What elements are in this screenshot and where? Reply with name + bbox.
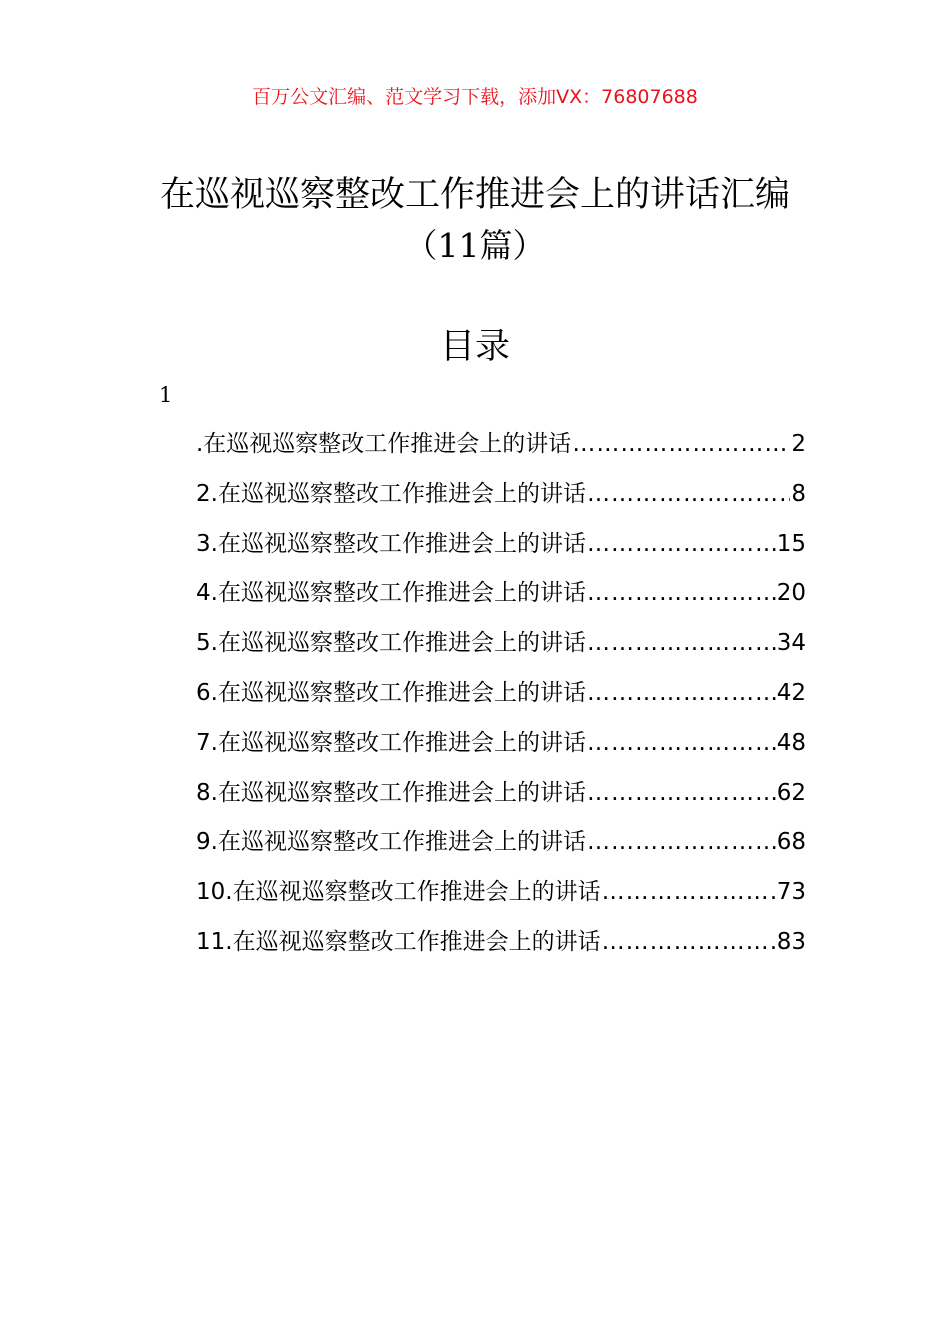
toc-leader-dots (587, 625, 776, 661)
toc-leader-dots (587, 775, 776, 811)
toc-entry-label: 4.在巡视巡察整改工作推进会上的讲话 (196, 580, 586, 607)
toc-entry-page: 2 (791, 431, 806, 457)
toc-leader-dots (587, 725, 776, 761)
toc-entry-page: 48 (776, 729, 806, 756)
toc-entry-page: 68 (776, 829, 806, 856)
toc-entry-page: 20 (776, 580, 806, 607)
toc-entry-2[interactable] (196, 476, 806, 526)
toc-entry-page: 83 (776, 928, 806, 955)
stray-number: 1 (159, 383, 173, 407)
toc-leader-dots (587, 526, 776, 562)
toc-entry-1[interactable] (196, 426, 806, 476)
document-title: 在巡视巡察整改工作推进会上的讲话汇编 (159, 175, 790, 215)
toc-entry-page: 15 (776, 530, 806, 557)
toc-leader-dots (602, 874, 776, 910)
toc-leader-dots (572, 426, 790, 462)
toc-entry-8[interactable] (196, 775, 806, 825)
toc-entry-label: 11.在巡视巡察整改工作推进会上的讲话 (196, 928, 601, 955)
toc-entry-6[interactable] (196, 675, 806, 725)
toc-entry-page: 8 (791, 480, 806, 507)
toc-entry-label: 10.在巡视巡察整改工作推进会上的讲话 (196, 879, 601, 906)
toc-leader-dots (587, 476, 790, 512)
toc-heading: 目录 (439, 327, 510, 367)
toc-entry-page: 62 (776, 779, 806, 806)
toc-entry-label: 2.在巡视巡察整改工作推进会上的讲话 (196, 480, 586, 507)
toc-leader-dots (587, 824, 776, 860)
toc-entry-page: 42 (776, 679, 806, 706)
toc-entry-7[interactable] (196, 725, 806, 775)
toc-entry-label: .在巡视巡察整改工作推进会上的讲话 (196, 431, 572, 457)
toc-entry-3[interactable] (196, 526, 806, 576)
toc-entry-10[interactable] (196, 874, 806, 924)
toc-entry-9[interactable] (196, 824, 806, 874)
toc-entry-label: 6.在巡视巡察整改工作推进会上的讲话 (196, 679, 586, 706)
toc-entry-label: 7.在巡视巡察整改工作推进会上的讲话 (196, 729, 586, 756)
toc-entry-11[interactable] (196, 924, 806, 974)
toc-entry-label: 8.在巡视巡察整改工作推进会上的讲话 (196, 779, 586, 806)
table-of-contents (196, 426, 806, 974)
toc-entry-label: 5.在巡视巡察整改工作推进会上的讲话 (196, 630, 586, 657)
document-subtitle: （11篇） (404, 226, 546, 265)
toc-entry-page: 73 (776, 879, 806, 906)
toc-leader-dots (587, 675, 776, 711)
toc-leader-dots (587, 575, 776, 611)
toc-entry-5[interactable] (196, 625, 806, 675)
toc-leader-dots (602, 924, 776, 960)
toc-entry-4[interactable] (196, 575, 806, 625)
toc-entry-label: 3.在巡视巡察整改工作推进会上的讲话 (196, 530, 586, 557)
toc-entry-page: 34 (776, 630, 806, 657)
watermark-banner: 百万公文汇编、范文学习下载，添加VX：76807688 (252, 86, 698, 108)
toc-entry-label: 9.在巡视巡察整改工作推进会上的讲话 (196, 829, 586, 856)
